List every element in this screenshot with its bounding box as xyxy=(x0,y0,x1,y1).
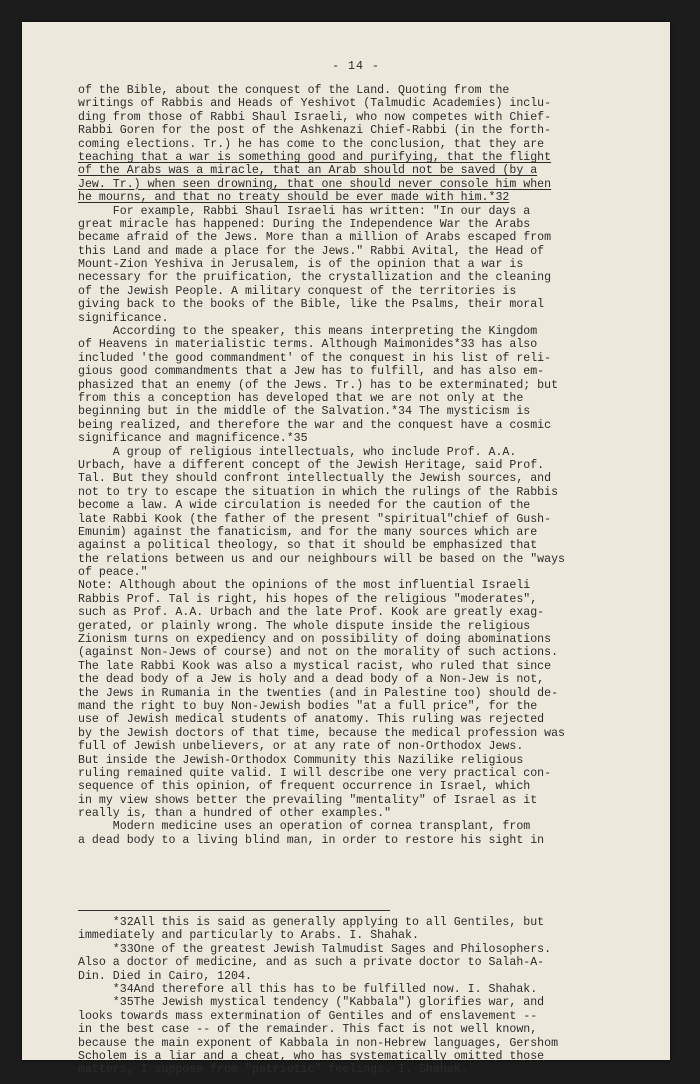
body-line: beginning but in the middle of the Salvation.*34 The mysticism is xyxy=(78,405,531,419)
footnote-line: looks towards mass extermination of Gentiles and of enslavement -- xyxy=(78,1009,538,1023)
footnote-line: *33One of the greatest Jewish Talmudist Sages and Philosophers. xyxy=(78,942,552,956)
body-line: great miracle has happened: During the Independence War the Arabs xyxy=(78,217,531,231)
footnote-line: *35The Jewish mystical tendency ("Kabbala") glorifies war, and xyxy=(78,996,545,1010)
footnote-line: matters, I suppose from "patriotic" feelings. I. Shahak. xyxy=(78,1063,468,1077)
body-line: But inside the Jewish-Orthodox Community this Nazilike religious xyxy=(78,753,524,767)
body-line: Rabbis Prof. Tal is right, his hopes of the religious "moderates", xyxy=(78,592,538,606)
footnote-line: because the main exponent of Kabbala in non-Hebrew languages, Gershom xyxy=(78,1036,559,1050)
footnote-line: *32All this is said as generally applying to all Gentiles, but xyxy=(78,916,545,929)
body-line: teaching that a war is something good and purifying, that the flight xyxy=(78,150,552,164)
body-line: really is, than a hundred of other examples." xyxy=(78,807,392,821)
body-line: significance. xyxy=(78,311,169,325)
body-line: he mourns, and that no treaty should be ever made with him.*32 xyxy=(78,191,510,205)
body-line: the dead body of a Jew is holy and a dead body of a Non-Jew is not, xyxy=(78,673,545,687)
body-line: become a law. A wide circulation is needed for the caution of the xyxy=(78,499,531,513)
body-line: of peace." xyxy=(78,566,148,580)
footnote-line: Din. Died in Cairo, 1204. xyxy=(78,969,252,983)
body-line: Rabbi Goren for the post of the Ashkenazi Chief-Rabbi (in the forth- xyxy=(78,124,552,138)
body-line: phasized that an enemy (of the Jews. Tr.) has to be exterminated; but xyxy=(78,378,559,392)
footnote-divider xyxy=(78,910,390,911)
body-line: of the Bible, about the conquest of the Land. Quoting from the xyxy=(78,84,510,97)
body-line: from this a conception has developed that we are not only at the xyxy=(78,391,524,405)
page-number: - 14 - xyxy=(332,60,380,73)
body-line: the relations between us and our neighbours will be based on the "ways xyxy=(78,552,566,566)
body-line: late Rabbi Kook (the father of the present "spiritual"chief of Gush- xyxy=(78,512,552,526)
body-line: mand the right to buy Non-Jewish bodies "at a full price", for the xyxy=(78,699,538,713)
body-line: of Heavens in materialistic terms. Although Maimonides*33 has also xyxy=(78,338,538,352)
body-line: The late Rabbi Kook was also a mystical racist, who ruled that since xyxy=(78,659,552,673)
body-line: in my view shows better the prevailing "mentality" of Israel as it xyxy=(78,793,538,807)
body-line: writings of Rabbis and Heads of Yeshivot (Talmudic Academies) inclu- xyxy=(78,97,552,111)
body-line: Jew. Tr.) when seen drowning, that one should never console him when xyxy=(78,177,552,191)
body-line: by the Jewish doctors of that time, because the medical profession was xyxy=(78,726,566,740)
footnote-line: immediately and particularly to Arabs. I. Shahak. xyxy=(78,929,419,943)
body-line: not to try to escape the situation in which the rulings of the Rabbis xyxy=(78,485,559,499)
body-line: ding from those of Rabbi Shaul Israeli, who now competes with Chief- xyxy=(78,110,552,124)
body-line: Modern medicine uses an operation of cornea transplant, from xyxy=(78,820,531,834)
body-line: sequence of this opinion, of frequent occurrence in Israel, which xyxy=(78,780,531,794)
body-line: full of Jewish unbelievers, or at any rate of non-Orthodox Jews. xyxy=(78,740,524,754)
body-line: included 'the good commandment' of the conquest in his list of reli- xyxy=(78,351,552,365)
body-line: necessary for the pruification, the crystallization and the cleaning xyxy=(78,271,552,285)
body-line: such as Prof. A.A. Urbach and the late Prof. Kook are greatly exag- xyxy=(78,606,545,620)
body-line: the Jews in Rumania in the twenties (and in Palestine too) should de- xyxy=(78,686,559,700)
body-line: For example, Rabbi Shaul Israeli has written: "In our days a xyxy=(78,204,531,218)
body-line: Mount-Zion Yeshiva in Jerusalem, is of the opinion that a war is xyxy=(78,258,524,272)
body-line: use of Jewish medical students of anatomy. This ruling was rejected xyxy=(78,713,545,727)
body-line: against a political theology, so that it should be emphasized that xyxy=(78,539,538,553)
body-line: A group of religious intellectuals, who include Prof. A.A. xyxy=(78,445,517,459)
body-line: coming elections. Tr.) he has come to the conclusion, that they are xyxy=(78,137,545,151)
footnote-line: Also a doctor of medicine, and as such a private doctor to Salah-A- xyxy=(78,956,545,970)
body-line: According to the speaker, this means interpreting the Kingdom xyxy=(78,325,538,339)
body-line: this Land and made a place for the Jews." Rabbi Avital, the Head of xyxy=(78,244,545,258)
body-line: of the Jewish People. A military conquest of the territories is xyxy=(78,284,517,298)
body-line: (against Non-Jews of course) and not on the morality of such actions. xyxy=(78,646,559,660)
body-text xyxy=(78,84,634,847)
body-line: gerated, or plainly wrong. The whole dispute inside the religious xyxy=(78,619,531,633)
footnotes xyxy=(78,916,634,1077)
body-line: of the Arabs was a miracle, that an Arab should not be saved (by a xyxy=(78,164,538,178)
body-line: gious good commandments that a Jew has to fulfill, and has also em- xyxy=(78,365,545,379)
footnote-line: in the best case -- of the remainder. This fact is not well known, xyxy=(78,1023,538,1037)
body-line: Tal. But they should confront intellectually the Jewish sources, and xyxy=(78,472,552,486)
body-line: became afraid of the Jews. More than a million of Arabs escaped from xyxy=(78,231,552,245)
footnote-line: *34And therefore all this has to be fulfilled now. I. Shahak. xyxy=(78,982,538,996)
body-line: Urbach, have a different concept of the Jewish Heritage, said Prof. xyxy=(78,458,545,472)
body-line: significance and magnificence.*35 xyxy=(78,432,308,446)
footnote-line: Scholem is a liar and a cheat, who has systematically omitted those xyxy=(78,1049,545,1063)
body-line: giving back to the books of the Bible, like the Psalms, their moral xyxy=(78,298,545,312)
body-line: a dead body to a living blind man, in order to restore his sight in xyxy=(78,833,545,847)
body-line: Note: Although about the opinions of the most influential Israeli xyxy=(78,579,531,593)
body-line: ruling remained quite valid. I will describe one very practical con- xyxy=(78,766,552,780)
body-line: Emunim) against the fanaticism, and for the many sources which are xyxy=(78,525,538,539)
body-line: Zionism turns on expediency and on possibility of doing abominations xyxy=(78,633,552,647)
body-line: being realized, and therefore the war and the conquest have a cosmic xyxy=(78,418,552,432)
